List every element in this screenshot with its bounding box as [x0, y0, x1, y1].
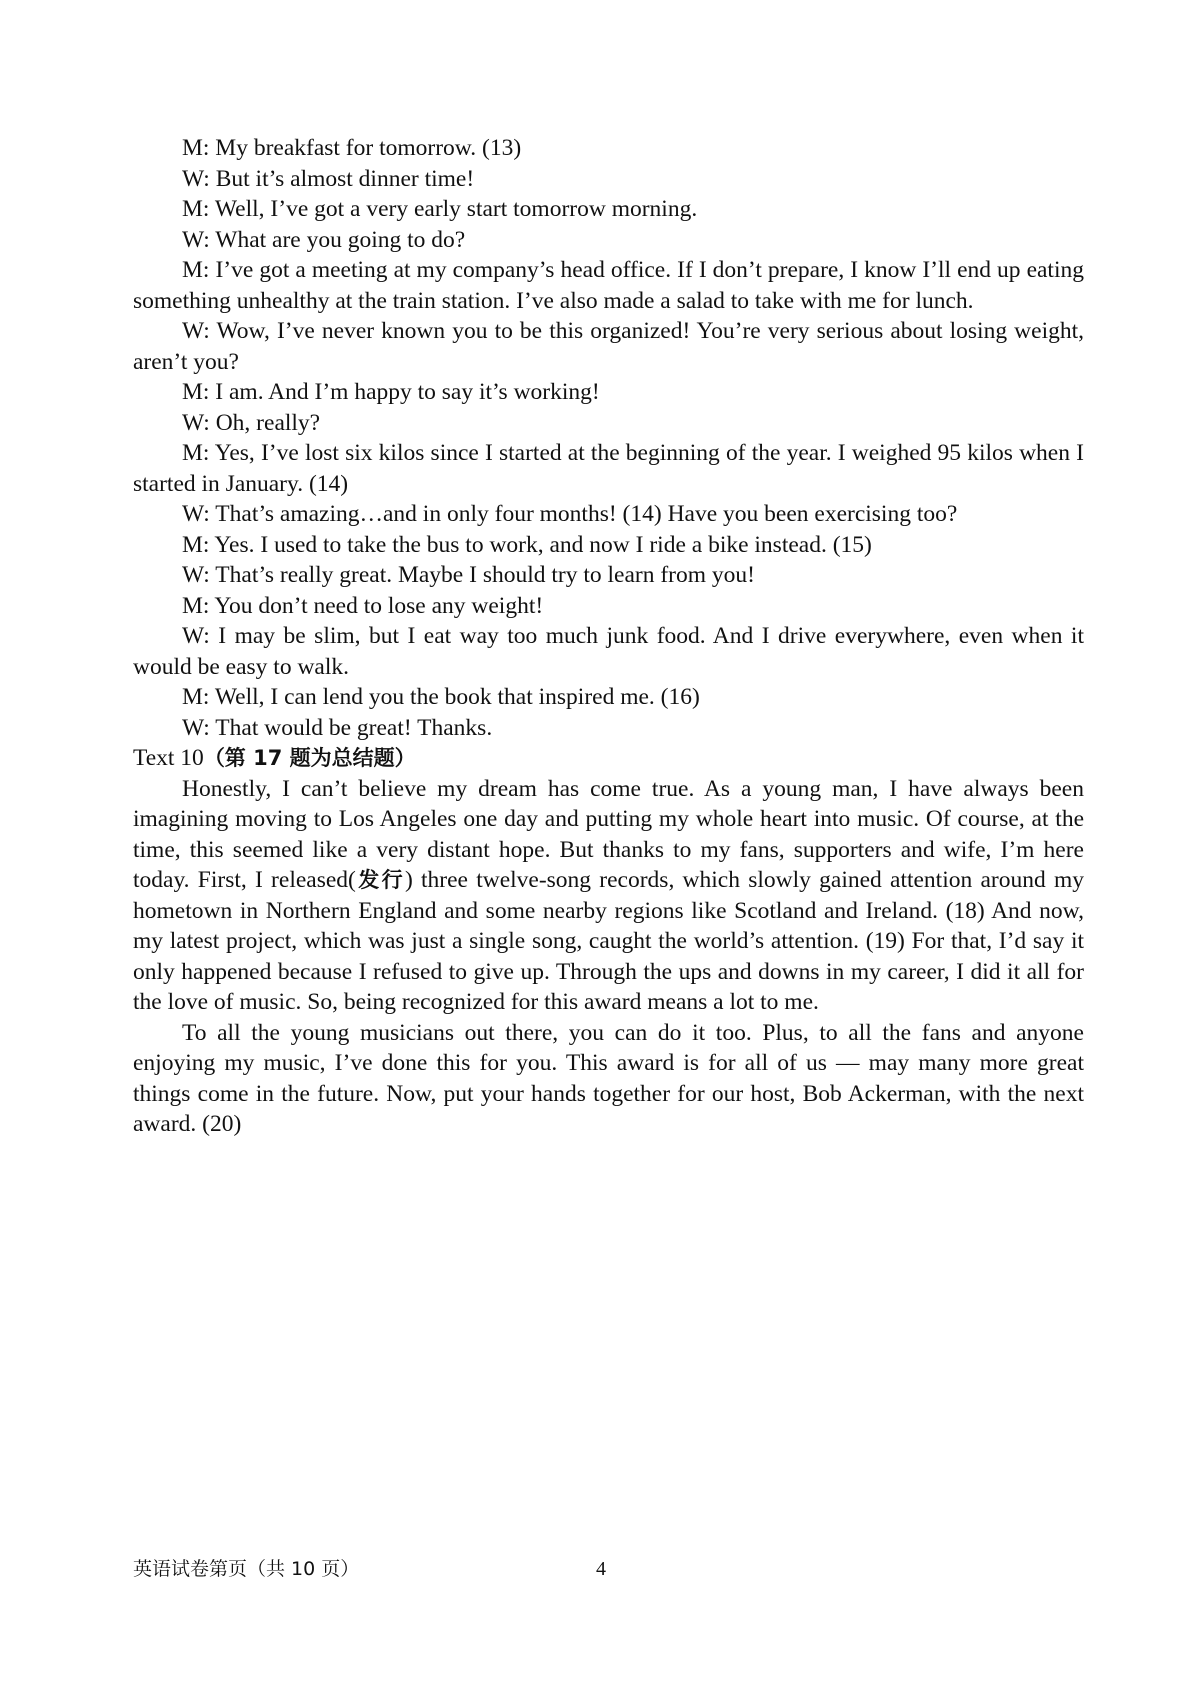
- dialogue-line: M: You don’t need to lose any weight!: [182, 592, 544, 619]
- section-title: Text 10: [133, 745, 204, 771]
- dialogue-line: M: Yes, I’ve lost six kilos since I started at the beginning of the year. I weighed 95 kilos when I started in January. (14): [133, 440, 1084, 497]
- monologue-paragraph-1: [133, 774, 1084, 1018]
- paragraph-text: Honestly, I can’t believe my dream has come true. As a young man, I have always been imagining moving to Los Angeles one day and putting my whole heart into music. Of course, at the time, this seemed like a very distant hope. But thanks to my fans, supporters and wife, I’m here today. First, I released(: [133, 775, 1084, 893]
- page-number: 4: [596, 1558, 606, 1580]
- dialogue-line: W: What are you going to do?: [182, 226, 466, 253]
- paragraph-text: ) three twelve-song records, which slowly gained attention around my hometown in Northern England and some nearby regions like Scotland and Ireland. (18) And now, my latest project, which was just a single song, caught the world’s attention. (19) For that, I’d say it only happened because I refused to give up. Through the ups and downs in my career, I did it all for the love of music. So, being recognized for this award means a lot to me.: [133, 867, 1084, 1015]
- dialogue-line: M: Yes. I used to take the bus to work, and now I ride a bike instead. (15): [182, 531, 872, 558]
- dialogue-line: W: Wow, I’ve never known you to be this organized! You’re very serious about losing weight, aren’t you?: [133, 318, 1084, 375]
- dialogue-line: W: Oh, really?: [182, 409, 321, 436]
- dialogue-line: W: That would be great! Thanks.: [182, 714, 493, 741]
- section-note: （第 17 题为总结题）: [203, 746, 416, 770]
- dialogue-line: M: I’ve got a meeting at my company’s head office. If I don’t prepare, I know I’ll end up eating something unhealthy at the train station. I’ve also made a salad to take with me for lunch.: [133, 257, 1084, 314]
- dialogue-line: W: That’s amazing…and in only four months! (14) Have you been exercising too?: [182, 501, 958, 527]
- dialogue-line: M: I am. And I’m happy to say it’s working!: [182, 379, 600, 405]
- footer-label: 英语试卷第页（共 10 页）: [133, 1558, 360, 1580]
- monologue-paragraph-2: To all the young musicians out there, you can do it too. Plus, to all the fans and anyone enjoying my music, I’ve done this for you. This award is for all of us — may many more great things come in the future. Now, put your hands together for our host, Bob Ackerman, with the next award. (20): [133, 1019, 1084, 1137]
- dialogue-line: M: My breakfast for tomorrow. (13): [182, 135, 522, 161]
- section-heading: [133, 743, 1084, 774]
- dialogue-line: W: That’s really great. Maybe I should try to learn from you!: [182, 562, 755, 588]
- page-content: [133, 133, 1084, 1140]
- chinese-gloss: 发行: [355, 868, 405, 892]
- dialogue-line: W: I may be slim, but I eat way too much junk food. And I drive everywhere, even when it would be easy to walk.: [133, 623, 1084, 680]
- dialogue-line: M: Well, I can lend you the book that inspired me. (16): [182, 684, 700, 710]
- dialogue: [133, 133, 1084, 743]
- dialogue-line: M: Well, I’ve got a very early start tomorrow morning.: [182, 196, 698, 222]
- dialogue-line: W: But it’s almost dinner time!: [182, 165, 475, 192]
